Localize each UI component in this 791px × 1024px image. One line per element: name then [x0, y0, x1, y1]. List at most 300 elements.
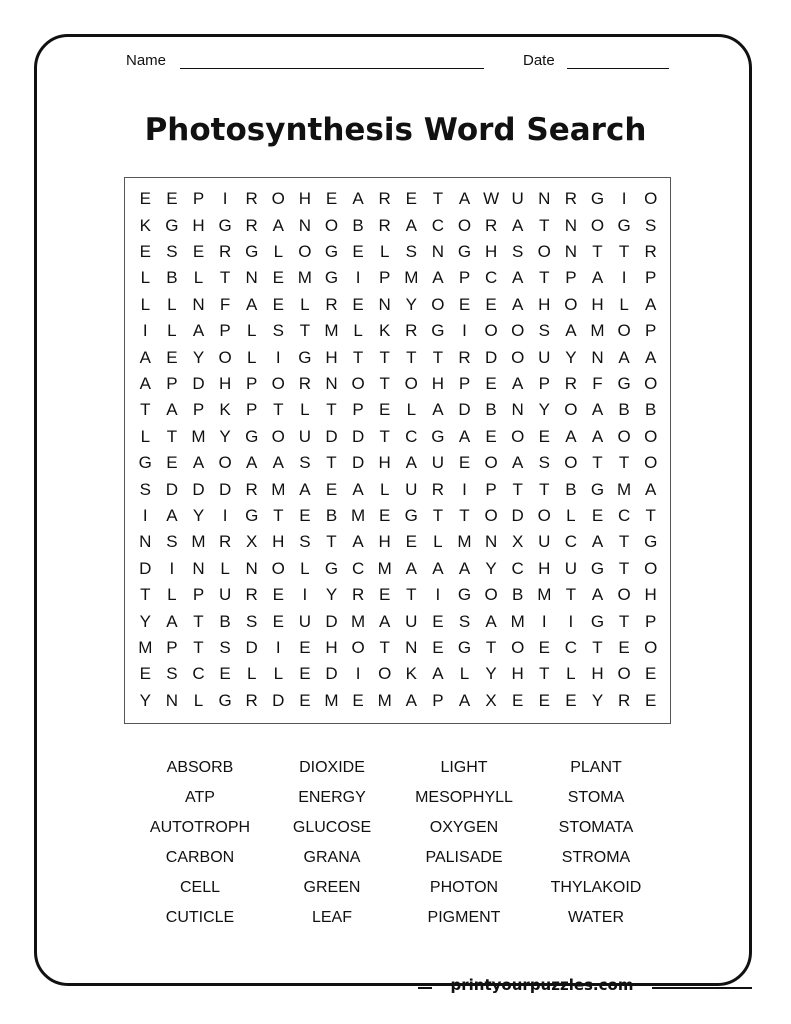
grid-letter[interactable]: O [351, 373, 365, 393]
grid-letter[interactable]: S [166, 241, 178, 261]
grid-letter[interactable]: S [458, 611, 471, 631]
grid-letter[interactable]: A [405, 690, 417, 710]
grid-letter[interactable]: M [377, 690, 392, 710]
grid-letter[interactable]: L [300, 400, 310, 420]
grid-letter[interactable]: H [644, 585, 657, 605]
grid-letter[interactable]: A [352, 479, 364, 499]
grid-letter[interactable]: O [404, 373, 418, 393]
grid-letter[interactable]: I [222, 505, 228, 525]
grid-letter[interactable]: A [166, 400, 178, 420]
grid-letter[interactable]: S [538, 453, 550, 473]
grid-letter[interactable]: S [512, 241, 524, 261]
grid-letter[interactable]: A [645, 294, 657, 314]
grid-letter[interactable]: E [405, 532, 417, 552]
grid-letter[interactable]: A [139, 347, 151, 367]
grid-letter[interactable]: T [592, 241, 603, 261]
grid-letter[interactable]: I [222, 189, 228, 209]
grid-letter[interactable]: N [139, 532, 152, 552]
grid-letter[interactable]: S [166, 532, 178, 552]
grid-letter[interactable]: E [299, 690, 311, 710]
grid-letter[interactable]: L [246, 347, 257, 367]
grid-letter[interactable]: M [324, 690, 339, 710]
grid-letter[interactable]: A [405, 453, 417, 473]
grid-letter[interactable]: X [512, 532, 524, 552]
grid-letter[interactable]: P [192, 585, 205, 605]
grid-letter[interactable]: D [325, 664, 338, 684]
grid-letter[interactable]: T [459, 505, 470, 525]
grid-letter[interactable]: P [352, 400, 364, 420]
grid-letter[interactable]: R [378, 215, 391, 235]
grid-letter[interactable]: E [645, 664, 657, 684]
grid-letter[interactable]: Y [485, 558, 497, 578]
grid-letter[interactable]: N [192, 558, 205, 578]
grid-letter[interactable]: P [645, 321, 657, 341]
grid-letter[interactable]: T [618, 532, 630, 552]
grid-letter[interactable]: A [432, 558, 444, 578]
grid-letter[interactable]: N [564, 215, 578, 235]
grid-letter[interactable]: A [352, 189, 364, 209]
grid-letter[interactable]: E [618, 637, 630, 657]
grid-letter[interactable]: E [379, 505, 391, 525]
grid-letter[interactable]: U [538, 532, 551, 552]
grid-letter[interactable]: B [166, 268, 178, 288]
grid-letter[interactable]: K [139, 215, 151, 235]
grid-letter[interactable]: E [139, 241, 151, 261]
grid-letter[interactable]: R [245, 189, 258, 209]
grid-letter[interactable]: K [379, 321, 391, 341]
grid-letter[interactable]: I [355, 664, 361, 684]
grid-letter[interactable]: A [272, 453, 284, 473]
grid-letter[interactable]: E [352, 241, 364, 261]
grid-letter[interactable]: R [298, 373, 312, 393]
grid-letter[interactable]: P [485, 479, 497, 499]
grid-letter[interactable]: N [192, 294, 205, 314]
grid-letter[interactable]: E [166, 453, 178, 473]
grid-letter[interactable]: G [324, 558, 339, 578]
grid-letter[interactable]: T [406, 585, 417, 605]
grid-letter[interactable]: P [246, 400, 258, 420]
grid-letter[interactable]: L [353, 321, 363, 341]
grid-letter[interactable]: O [511, 637, 525, 657]
grid-letter[interactable]: L [619, 294, 629, 314]
grid-letter[interactable]: I [621, 189, 627, 209]
grid-letter[interactable]: Y [139, 690, 151, 710]
grid-letter[interactable]: A [591, 585, 604, 605]
grid-letter[interactable]: R [405, 321, 418, 341]
grid-letter[interactable]: E [432, 637, 444, 657]
grid-letter[interactable]: G [617, 215, 631, 235]
grid-letter[interactable]: E [485, 294, 497, 314]
grid-letter[interactable]: E [538, 637, 550, 657]
grid-letter[interactable]: T [432, 505, 444, 525]
grid-letter[interactable]: P [565, 268, 577, 288]
grid-letter[interactable]: P [379, 268, 391, 288]
grid-letter[interactable]: H [298, 189, 312, 209]
grid-letter[interactable]: N [405, 637, 418, 657]
grid-letter[interactable]: T [485, 637, 497, 657]
grid-letter[interactable]: A [565, 321, 577, 341]
grid-letter[interactable]: T [273, 400, 284, 420]
grid-letter[interactable]: C [511, 558, 524, 578]
grid-letter[interactable]: D [458, 400, 471, 420]
grid-letter[interactable]: U [405, 479, 418, 499]
grid-letter[interactable]: A [458, 189, 471, 209]
grid-letter[interactable]: G [431, 321, 445, 341]
grid-letter[interactable]: N [165, 690, 179, 710]
grid-letter[interactable]: A [512, 294, 524, 314]
grid-letter[interactable]: G [324, 268, 339, 288]
grid-letter[interactable]: I [142, 505, 148, 525]
grid-letter[interactable]: O [590, 215, 605, 235]
grid-letter[interactable]: C [192, 664, 205, 684]
grid-letter[interactable]: O [298, 241, 312, 261]
grid-letter[interactable]: M [457, 532, 472, 552]
grid-letter[interactable]: C [351, 558, 365, 578]
grid-letter[interactable]: O [644, 426, 658, 446]
grid-letter[interactable]: O [271, 373, 285, 393]
grid-letter[interactable]: I [621, 268, 627, 288]
grid-letter[interactable]: E [538, 426, 550, 446]
grid-letter[interactable]: U [405, 611, 418, 631]
grid-letter[interactable]: R [644, 241, 657, 261]
grid-letter[interactable]: B [485, 400, 497, 420]
grid-letter[interactable]: I [435, 585, 441, 605]
grid-letter[interactable]: H [484, 241, 498, 261]
grid-letter[interactable]: D [272, 690, 285, 710]
grid-letter[interactable]: N [564, 241, 578, 261]
grid-letter[interactable]: T [539, 479, 550, 499]
grid-letter[interactable]: M [191, 532, 206, 552]
grid-letter[interactable]: D [139, 558, 152, 578]
grid-letter[interactable]: Y [139, 611, 151, 631]
grid-letter[interactable]: B [645, 400, 657, 420]
grid-letter[interactable]: T [432, 347, 444, 367]
grid-letter[interactable]: I [275, 347, 281, 367]
grid-letter[interactable]: P [192, 400, 205, 420]
grid-letter[interactable]: I [355, 268, 361, 288]
grid-letter[interactable]: P [458, 373, 471, 393]
grid-letter[interactable]: P [538, 373, 550, 393]
grid-letter[interactable]: R [484, 215, 498, 235]
grid-letter[interactable]: F [592, 373, 603, 393]
grid-letter[interactable]: G [298, 347, 312, 367]
grid-letter[interactable]: U [431, 453, 445, 473]
grid-letter[interactable]: G [457, 637, 472, 657]
grid-letter[interactable]: P [219, 321, 231, 341]
grid-letter[interactable]: R [351, 585, 365, 605]
grid-letter[interactable]: A [379, 611, 391, 631]
grid-letter[interactable]: O [617, 664, 631, 684]
grid-letter[interactable]: M [191, 426, 206, 446]
grid-letter[interactable]: Y [565, 347, 577, 367]
grid-letter[interactable]: I [462, 479, 467, 499]
grid-letter[interactable]: I [142, 321, 148, 341]
grid-letter[interactable]: E [325, 479, 338, 499]
grid-letter[interactable]: S [272, 321, 284, 341]
grid-letter[interactable]: A [512, 453, 524, 473]
grid-letter[interactable]: N [538, 189, 551, 209]
grid-letter[interactable]: T [539, 664, 550, 684]
grid-letter[interactable]: T [379, 637, 390, 657]
grid-letter[interactable]: G [245, 426, 259, 446]
grid-letter[interactable]: G [404, 505, 418, 525]
grid-letter[interactable]: E [272, 611, 284, 631]
grid-letter[interactable]: R [564, 373, 578, 393]
grid-letter[interactable]: I [462, 321, 467, 341]
grid-letter[interactable]: D [511, 505, 524, 525]
grid-letter[interactable]: H [378, 532, 391, 552]
grid-letter[interactable]: E [485, 373, 497, 393]
grid-letter[interactable]: R [617, 690, 631, 710]
grid-letter[interactable]: A [139, 373, 151, 393]
grid-letter[interactable]: B [618, 400, 630, 420]
grid-letter[interactable]: T [618, 611, 630, 631]
grid-letter[interactable]: D [325, 611, 338, 631]
grid-letter[interactable]: E [219, 664, 231, 684]
grid-letter[interactable]: O [378, 664, 392, 684]
grid-letter[interactable]: A [591, 400, 604, 420]
grid-letter[interactable]: R [431, 479, 445, 499]
grid-letter[interactable]: T [618, 241, 630, 261]
grid-letter[interactable]: M [351, 505, 366, 525]
grid-letter[interactable]: M [297, 268, 312, 288]
grid-letter[interactable]: O [271, 426, 285, 446]
grid-letter[interactable]: Y [538, 400, 550, 420]
grid-letter[interactable]: B [325, 505, 338, 525]
grid-letter[interactable]: L [406, 400, 417, 420]
grid-letter[interactable]: Y [192, 505, 205, 525]
grid-letter[interactable]: A [458, 558, 471, 578]
grid-letter[interactable]: I [275, 637, 281, 657]
grid-letter[interactable]: R [245, 215, 258, 235]
grid-letter[interactable]: R [564, 189, 578, 209]
grid-letter[interactable]: H [325, 347, 338, 367]
grid-letter[interactable]: A [512, 215, 524, 235]
grid-letter[interactable]: T [565, 585, 577, 605]
grid-letter[interactable]: K [405, 664, 417, 684]
grid-letter[interactable]: P [192, 189, 205, 209]
grid-letter[interactable]: H [538, 558, 551, 578]
grid-letter[interactable]: M [324, 321, 339, 341]
grid-letter[interactable]: O [644, 373, 658, 393]
grid-letter[interactable]: B [352, 215, 364, 235]
grid-letter[interactable]: A [591, 268, 604, 288]
grid-letter[interactable]: C [564, 532, 578, 552]
grid-letter[interactable]: A [405, 558, 417, 578]
grid-letter[interactable]: I [541, 611, 547, 631]
grid-letter[interactable]: E [352, 294, 364, 314]
grid-letter[interactable]: A [405, 215, 417, 235]
grid-letter[interactable]: O [484, 505, 498, 525]
grid-letter[interactable]: G [590, 611, 605, 631]
grid-letter[interactable]: R [325, 294, 338, 314]
grid-letter[interactable]: S [299, 453, 311, 473]
grid-letter[interactable]: X [246, 532, 258, 552]
grid-letter[interactable]: D [351, 426, 365, 446]
grid-letter[interactable]: R [218, 532, 232, 552]
grid-letter[interactable]: L [193, 268, 204, 288]
grid-letter[interactable]: P [432, 690, 444, 710]
grid-letter[interactable]: U [298, 426, 312, 446]
grid-letter[interactable]: O [351, 637, 365, 657]
grid-letter[interactable]: L [273, 664, 284, 684]
grid-letter[interactable]: E [512, 690, 524, 710]
grid-letter[interactable]: S [139, 479, 151, 499]
grid-letter[interactable]: E [432, 611, 444, 631]
grid-letter[interactable]: H [511, 664, 524, 684]
grid-letter[interactable]: E [591, 505, 604, 525]
grid-letter[interactable]: G [644, 532, 658, 552]
grid-letter[interactable]: E [139, 189, 151, 209]
grid-letter[interactable]: N [245, 558, 258, 578]
grid-letter[interactable]: E [166, 347, 178, 367]
grid-letter[interactable]: S [166, 664, 178, 684]
grid-letter[interactable]: A [246, 453, 258, 473]
grid-letter[interactable]: O [431, 294, 445, 314]
grid-letter[interactable]: G [138, 453, 152, 473]
grid-letter[interactable]: N [298, 215, 312, 235]
grid-letter[interactable]: T [539, 268, 550, 288]
grid-letter[interactable]: N [591, 347, 604, 367]
grid-letter[interactable]: L [140, 268, 151, 288]
grid-letter[interactable]: H [325, 637, 338, 657]
grid-letter[interactable]: M [377, 558, 392, 578]
grid-letter[interactable]: U [298, 611, 312, 631]
grid-letter[interactable]: E [405, 189, 417, 209]
grid-letter[interactable]: E [272, 585, 284, 605]
grid-letter[interactable]: L [300, 294, 310, 314]
grid-letter[interactable]: H [591, 664, 604, 684]
grid-letter[interactable]: T [140, 585, 151, 605]
grid-letter[interactable]: A [618, 347, 630, 367]
grid-letter[interactable]: L [167, 585, 177, 605]
grid-letter[interactable]: N [325, 373, 338, 393]
grid-letter[interactable]: A [352, 532, 364, 552]
grid-letter[interactable]: H [431, 373, 445, 393]
grid-letter[interactable]: T [512, 479, 523, 499]
grid-letter[interactable]: A [485, 611, 497, 631]
grid-letter[interactable]: C [405, 426, 418, 446]
grid-letter[interactable]: I [568, 611, 574, 631]
grid-letter[interactable]: T [219, 268, 231, 288]
grid-letter[interactable]: P [645, 611, 657, 631]
grid-letter[interactable]: B [219, 611, 231, 631]
grid-letter[interactable]: E [325, 189, 338, 209]
grid-letter[interactable]: M [590, 321, 605, 341]
grid-letter[interactable]: O [218, 347, 232, 367]
grid-letter[interactable]: M [404, 268, 419, 288]
grid-letter[interactable]: A [591, 532, 604, 552]
grid-letter[interactable]: D [484, 347, 498, 367]
grid-letter[interactable]: S [246, 611, 258, 631]
grid-letter[interactable]: N [511, 400, 524, 420]
grid-letter[interactable]: M [510, 611, 525, 631]
grid-letter[interactable]: O [564, 400, 578, 420]
grid-letter[interactable]: O [617, 585, 631, 605]
grid-letter[interactable]: M [617, 479, 632, 499]
grid-letter[interactable]: E [485, 426, 497, 446]
grid-letter[interactable]: T [592, 453, 603, 473]
grid-letter[interactable]: H [591, 294, 604, 314]
grid-letter[interactable]: D [192, 479, 205, 499]
grid-letter[interactable]: E [645, 690, 657, 710]
grid-letter[interactable]: T [539, 215, 550, 235]
grid-letter[interactable]: A [591, 426, 604, 446]
grid-letter[interactable]: T [273, 505, 284, 525]
grid-letter[interactable]: D [165, 479, 179, 499]
name-field-line[interactable] [180, 68, 484, 69]
grid-letter[interactable]: T [592, 637, 603, 657]
grid-letter[interactable]: T [379, 373, 390, 393]
grid-letter[interactable]: H [378, 453, 391, 473]
grid-letter[interactable]: E [458, 453, 471, 473]
grid-letter[interactable]: T [193, 637, 204, 657]
grid-letter[interactable]: Y [219, 426, 231, 446]
grid-letter[interactable]: N [378, 294, 391, 314]
grid-letter[interactable]: A [512, 268, 524, 288]
grid-letter[interactable]: T [140, 400, 151, 420]
grid-letter[interactable]: K [219, 400, 231, 420]
grid-letter[interactable]: X [485, 690, 497, 710]
grid-letter[interactable]: C [484, 268, 498, 288]
grid-letter[interactable]: E [299, 664, 311, 684]
grid-letter[interactable]: T [645, 505, 656, 525]
grid-letter[interactable]: O [457, 215, 472, 235]
grid-letter[interactable]: L [379, 479, 390, 499]
grid-letter[interactable]: B [565, 479, 577, 499]
grid-letter[interactable]: T [193, 611, 204, 631]
grid-letter[interactable]: N [431, 241, 445, 261]
grid-letter[interactable]: S [645, 215, 657, 235]
grid-letter[interactable]: G [324, 241, 339, 261]
grid-letter[interactable]: H [218, 373, 232, 393]
grid-letter[interactable]: G [590, 189, 605, 209]
grid-letter[interactable]: E [299, 637, 311, 657]
grid-letter[interactable]: L [273, 241, 284, 261]
grid-letter[interactable]: D [218, 479, 232, 499]
grid-letter[interactable]: G [590, 558, 605, 578]
grid-letter[interactable]: H [538, 294, 551, 314]
grid-letter[interactable]: E [272, 268, 284, 288]
grid-letter[interactable]: L [140, 294, 151, 314]
grid-letter[interactable]: L [167, 321, 177, 341]
grid-letter[interactable]: D [245, 637, 258, 657]
grid-letter[interactable]: C [564, 637, 578, 657]
grid-letter[interactable]: M [138, 637, 153, 657]
grid-letter[interactable]: L [433, 532, 443, 552]
grid-letter[interactable]: R [458, 347, 471, 367]
grid-letter[interactable]: L [193, 690, 204, 710]
grid-letter[interactable]: O [324, 215, 339, 235]
grid-letter[interactable]: O [511, 426, 525, 446]
grid-letter[interactable]: O [564, 453, 578, 473]
grid-letter[interactable]: O [484, 321, 498, 341]
grid-letter[interactable]: A [192, 453, 205, 473]
grid-letter[interactable]: L [246, 321, 257, 341]
grid-letter[interactable]: Y [591, 690, 604, 710]
grid-letter[interactable]: O [218, 453, 232, 473]
grid-letter[interactable]: P [166, 637, 178, 657]
grid-letter[interactable]: L [566, 505, 576, 525]
grid-letter[interactable]: D [325, 426, 338, 446]
grid-letter[interactable]: U [538, 347, 551, 367]
grid-letter[interactable]: G [165, 215, 179, 235]
grid-letter[interactable]: A [166, 505, 178, 525]
grid-letter[interactable]: E [352, 690, 364, 710]
grid-letter[interactable]: W [483, 189, 500, 209]
grid-letter[interactable]: G [245, 505, 259, 525]
grid-letter[interactable]: E [192, 241, 205, 261]
